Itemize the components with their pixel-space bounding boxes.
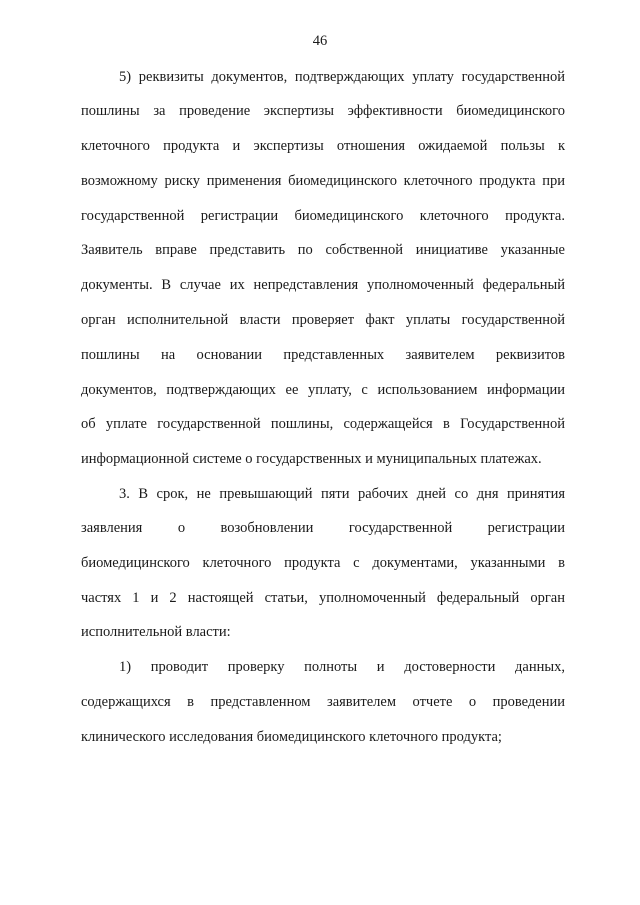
text-line: документов, подтверждающих ее уплату, с использованием информации <box>81 382 565 398</box>
text-line: биомедицинского клеточного продукта с документами, указанными в <box>81 555 565 571</box>
text-line: 3. В срок, не превышающий пяти рабочих дней со дня принятия <box>119 486 565 502</box>
text-line: об уплате государственной пошлины, содержащейся в Государственной <box>81 416 565 432</box>
text-line: 5) реквизиты документов, подтверждающих уплату государственной <box>119 69 565 85</box>
text-line: документы. В случае их непредставления уполномоченный федеральный <box>81 277 565 293</box>
text-line: орган исполнительной власти проверяет факт уплаты государственной <box>81 312 565 328</box>
text-line: возможному риску применения биомедицинского клеточного продукта при <box>81 173 565 189</box>
text-line: исполнительной власти: <box>81 624 231 640</box>
text-line: клинического исследования биомедицинского клеточного продукта; <box>81 729 502 745</box>
text-line: клеточного продукта и экспертизы отношения ожидаемой пользы к <box>81 138 565 154</box>
text-line: Заявитель вправе представить по собственной инициативе указанные <box>81 242 565 258</box>
text-line: пошлины на основании представленных заявителем реквизитов <box>81 347 565 363</box>
text-line: 1) проводит проверку полноты и достоверности данных, <box>119 659 565 675</box>
text-line: государственной регистрации биомедицинского клеточного продукта. <box>81 208 565 224</box>
text-line: частях 1 и 2 настоящей статьи, уполномоченный федеральный орган <box>81 590 565 606</box>
text-line: содержащихся в представленном заявителем отчете о проведении <box>81 694 565 710</box>
text-line: информационной системе о государственных и муниципальных платежах. <box>81 451 542 467</box>
text-line: пошлины за проведение экспертизы эффективности биомедицинского <box>81 103 565 119</box>
text-line: заявления о возобновлении государственной регистрации <box>81 520 565 536</box>
page-number: 46 <box>312 33 328 49</box>
